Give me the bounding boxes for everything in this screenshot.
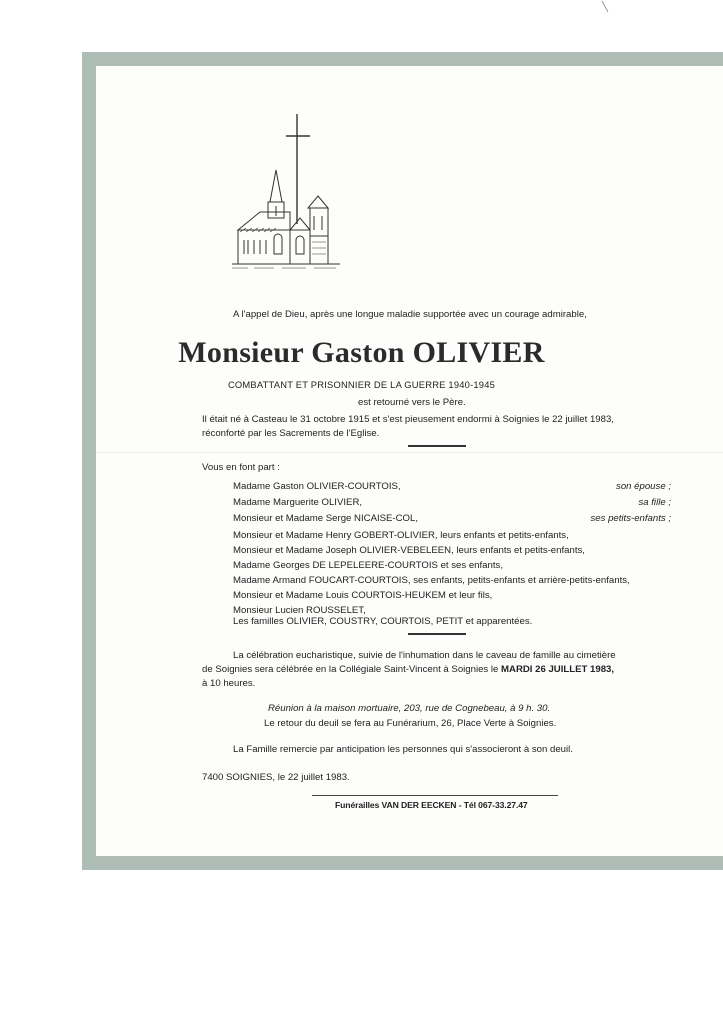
born-line-1: Il était né à Casteau le 31 octobre 1915 et s'est pieusement endormi à Soignies le 22 juillet 1983, — [202, 414, 614, 425]
ceremony-line-2-text: de Soignies sera célébrée en la Collégiale Saint-Vincent à Soignies le — [202, 664, 502, 675]
family-line: Monsieur Lucien ROUSSELET, — [233, 605, 366, 616]
place-date: 7400 SOIGNIES, le 22 juillet 1983. — [202, 772, 350, 783]
member-name: Madame Marguerite OLIVIER, — [233, 497, 363, 508]
ceremony-line-3: à 10 heures. — [202, 678, 256, 689]
funeral-home: Funérailles VAN DER EECKEN - Tél 067-33.27.47 — [335, 800, 528, 810]
divider-2 — [408, 633, 466, 635]
family-line: Monsieur et Madame Henry GOBERT-OLIVIER, leurs enfants et petits-enfants, — [233, 530, 569, 541]
ceremony-date: MARDI 26 JUILLET 1983, — [501, 664, 615, 675]
intro-text: A l'appel de Dieu, après une longue maladie supportée avec un courage admirable, — [233, 309, 587, 320]
families-line: Les familles OLIVIER, COUSTRY, COURTOIS, PETIT et apparentées. — [233, 616, 533, 627]
member-relation: ses petits-enfants ; — [590, 513, 671, 524]
member-relation: sa fille ; — [638, 497, 671, 508]
family-line: Monsieur et Madame Joseph OLIVIER-VEBELEEN, leurs enfants et petits-enfants, — [233, 545, 585, 556]
cross-and-church-icon — [230, 112, 344, 272]
corner-mark-icon — [600, 0, 610, 14]
family-line: Monsieur et Madame Louis COURTOIS-HEUKEM et leur fils, — [233, 590, 493, 601]
retour-text: Le retour du deuil se fera au Funérarium, 26, Place Verte à Soignies. — [264, 718, 557, 729]
divider-1 — [408, 445, 466, 447]
reunion-text: Réunion à la maison mortuaire, 203, rue de Cognebeau, à 9 h. 30. — [268, 703, 551, 714]
ceremony-line-1: La célébration eucharistique, suivie de l'inhumation dans le caveau de famille au cimetière — [233, 650, 616, 661]
card-paper — [96, 66, 723, 856]
signature-rule — [312, 795, 558, 796]
member-name: Monsieur et Madame Serge NICAISE-COL, — [233, 513, 419, 524]
family-intro: Vous en font part : — [202, 462, 280, 473]
thanks-text: La Famille remercie par anticipation les personnes qui s'associeront à son deuil. — [233, 744, 573, 755]
returned-text: est retourné vers le Père. — [358, 397, 466, 408]
family-line: Madame Armand FOUCART-COURTOIS, ses enfants, petits-enfants et arrière-petits-enfants, — [233, 575, 630, 586]
member-relation: son épouse ; — [616, 481, 671, 492]
subtitle: COMBATTANT ET PRISONNIER DE LA GUERRE 1940-1945 — [227, 379, 496, 390]
member-name: Madame Gaston OLIVIER-COURTOIS, — [233, 481, 401, 492]
ceremony-line-2 — [202, 664, 614, 676]
family-line: Madame Georges DE LEPELEERE-COURTOIS et ses enfants, — [233, 560, 503, 571]
fold-line — [96, 452, 723, 453]
born-line-2: réconforté par les Sacrements de l'Eglise. — [202, 428, 380, 439]
deceased-name: Monsieur Gaston OLIVIER — [178, 336, 545, 369]
